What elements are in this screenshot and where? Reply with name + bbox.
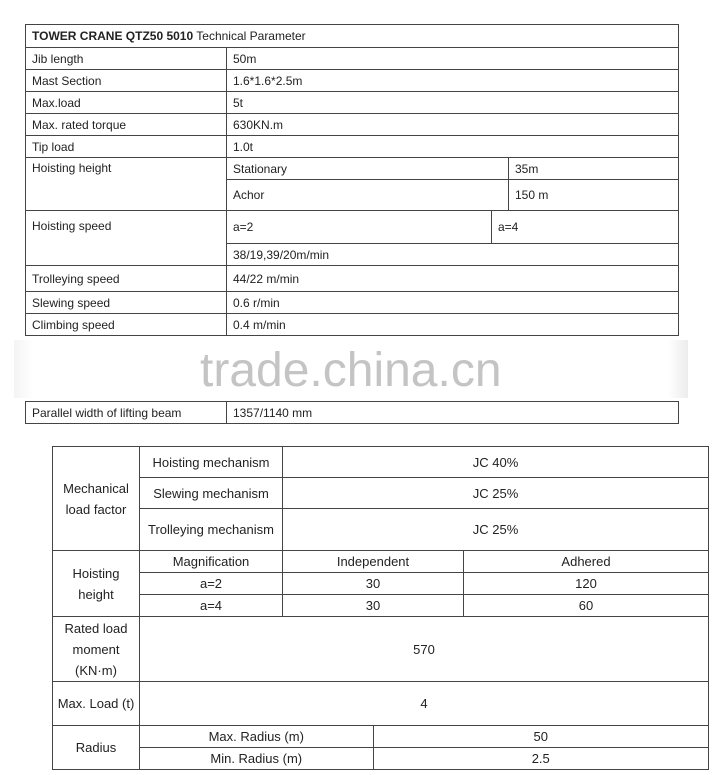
tip-load-label: Tip load xyxy=(26,136,227,158)
tip-load-value: 1.0t xyxy=(227,136,679,158)
magnification-header: Magnification xyxy=(140,551,283,573)
hoisting-height-label-2: Hoisting height xyxy=(53,551,140,617)
hoisting-mechanism-value: JC 40% xyxy=(283,447,709,478)
independent-a4: 30 xyxy=(283,595,464,617)
max-load-value-2: 4 xyxy=(140,682,709,726)
parallel-width-value: 1357/1140 mm xyxy=(227,402,679,424)
hoisting-speed-a2: a=2 xyxy=(227,211,492,243)
climbing-speed-value: 0.4 m/min xyxy=(227,314,679,336)
climbing-speed-label: Climbing speed xyxy=(26,314,227,336)
jib-length-label: Jib length xyxy=(26,48,227,70)
mast-section-label: Mast Section xyxy=(26,70,227,92)
hoisting-mechanism-label: Hoisting mechanism xyxy=(140,447,283,478)
slewing-mechanism-value: JC 25% xyxy=(283,478,709,509)
rated-load-moment-label: Rated load moment (KN·m) xyxy=(53,617,140,682)
adhered-a4: 60 xyxy=(464,595,709,617)
slewing-speed-value: 0.6 r/min xyxy=(227,292,679,314)
stationary-label: Stationary xyxy=(227,158,509,180)
mast-section-value: 1.6*1.6*2.5m xyxy=(227,70,679,92)
adhered-header: Adhered xyxy=(464,551,709,573)
max-load-value: 5t xyxy=(227,92,679,114)
max-radius-value: 50 xyxy=(373,726,709,748)
mech-load-factor-label: Mechanical load factor xyxy=(53,447,140,551)
independent-a2: 30 xyxy=(283,573,464,595)
jib-length-value: 50m xyxy=(227,48,679,70)
hoisting-speed-label: Hoisting speed xyxy=(26,211,227,266)
min-radius-label: Min. Radius (m) xyxy=(140,748,374,770)
max-load-label-2: Max. Load (t) xyxy=(53,682,140,726)
stationary-value: 35m xyxy=(509,158,679,180)
trolleying-speed-label: Trolleying speed xyxy=(26,266,227,292)
rated-load-moment-value: 570 xyxy=(140,617,709,682)
max-radius-label: Max. Radius (m) xyxy=(140,726,374,748)
max-rated-torque-label: Max. rated torque xyxy=(26,114,227,136)
hoisting-speed-a4: a=4 xyxy=(498,220,519,234)
mag-a2: a=2 xyxy=(140,573,283,595)
spec-table-title: TOWER CRANE QTZ50 5010 Technical Parameter xyxy=(26,25,679,48)
independent-header: Independent xyxy=(283,551,464,573)
hoisting-height-label: Hoisting height xyxy=(26,158,227,211)
hoisting-speed-mag-row xyxy=(227,211,679,244)
trolleying-mechanism-value: JC 25% xyxy=(283,509,709,551)
min-radius-value: 2.5 xyxy=(373,748,709,770)
mechanism-table xyxy=(52,446,709,770)
watermark-fade-right xyxy=(668,340,688,398)
slewing-speed-label: Slewing speed xyxy=(26,292,227,314)
watermark-fade-left xyxy=(14,340,34,398)
trolleying-mechanism-label: Trolleying mechanism xyxy=(140,509,283,551)
trolleying-speed-value: 44/22 m/min xyxy=(227,266,679,292)
adhered-a2: 120 xyxy=(464,573,709,595)
watermark-text: trade.china.cn xyxy=(200,344,502,397)
hoisting-speed-value: 38/19,39/20m/min xyxy=(227,244,679,266)
radius-label: Radius xyxy=(53,726,140,770)
max-load-label: Max.load xyxy=(26,92,227,114)
anchor-value: 150 m xyxy=(509,180,679,211)
max-rated-torque-value: 630KN.m xyxy=(227,114,679,136)
slewing-mechanism-label: Slewing mechanism xyxy=(140,478,283,509)
mag-a4: a=4 xyxy=(140,595,283,617)
parallel-width-label: Parallel width of lifting beam xyxy=(26,402,227,424)
anchor-label: Achor xyxy=(227,180,509,211)
